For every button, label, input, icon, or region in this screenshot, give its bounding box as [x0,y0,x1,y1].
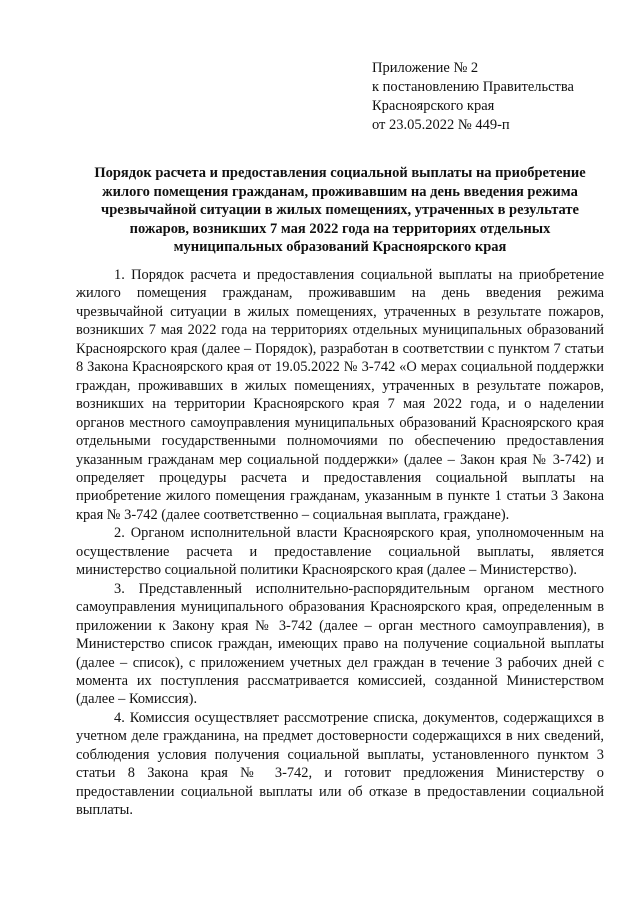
document-title: Порядок расчета и предоставления социальной выплаты на приобретение жилого помещения гражданам, проживавшим на день введения режима чрезвычайной ситуации в жилых помещениях, утраченных в результате пожаров, возникших 7 мая 2022 года на территориях отдельных муниципальных образований Красноярского края [94,165,586,256]
appendix-number: Приложение № 2 [372,60,479,76]
paragraph-2: 2. Органом исполнительной власти Красноярского края, уполномоченным на осуществление расчета и предоставление социальной выплаты, является министерство социальной политики Красноярского края (далее – Министерство). [76,525,604,579]
document-body [76,266,604,820]
paragraph-4: 4. Комиссия осуществляет рассмотрение списка, документов, содержащихся в учетном деле гражданина, на предмет достоверности содержащихся в них сведений, соблюдения условия получения социальной выплаты, установленного пунктом 3 статьи 8 Закона края № 3-742, и готовит предложения Министерству о предоставлении социальной выплаты или об отказе в предоставлении социальной выплаты. [76,709,604,819]
appendix-block [372,59,574,135]
paragraph-1: 1. Порядок расчета и предоставления социальной выплаты на приобретение жилого помещения гражданам, проживавшим на день введения режима чрезвычайной ситуации в жилых помещениях, утраченных в результате пожаров, возникших 7 мая 2022 года на территориях отдельных муниципальных образований Красноярского края (далее – Порядок), разработан в соответствии с пунктом 7 статьи 8 Закона Красноярского края от 19.05.2022 № 3-742 «О мерах социальной поддержки граждан, проживавших в жилых помещениях, утраченных в результате пожаров, возникших на территории Красноярского края 7 мая 2022 года, и о наделении органов местного самоуправления муниципальных образований Красноярского края отдельными государственными полномочиями по обеспечению предоставления указанным гражданам мер социальной поддержки» (далее – Закон края № 3-742) и определяет процедуры расчета и предоставления социальной выплаты на приобретение жилого помещения гражданам, указанным в пункте 1 статьи 3 Закона края № 3-742 (далее соответственно – социальная выплата, граждане). [76,267,604,523]
appendix-region: Красноярского края [372,98,495,114]
appendix-date: от 23.05.2022 № 449-п [372,117,510,133]
appendix-resolution: к постановлению Правительства [372,79,574,95]
paragraph-3: 3. Представленный исполнительно-распорядительным органом местного самоуправления муниципального образования Красноярского края, определенным в приложении к Закону края № 3-742 (далее – орган местного самоуправления), в Министерство список граждан, имеющих право на получение социальной выплаты (далее – список), с приложением учетных дел граждан в течение 3 рабочих дней с момента их поступления рассматривается комиссией, созданной Министерством (далее – Комиссия). [76,580,604,708]
